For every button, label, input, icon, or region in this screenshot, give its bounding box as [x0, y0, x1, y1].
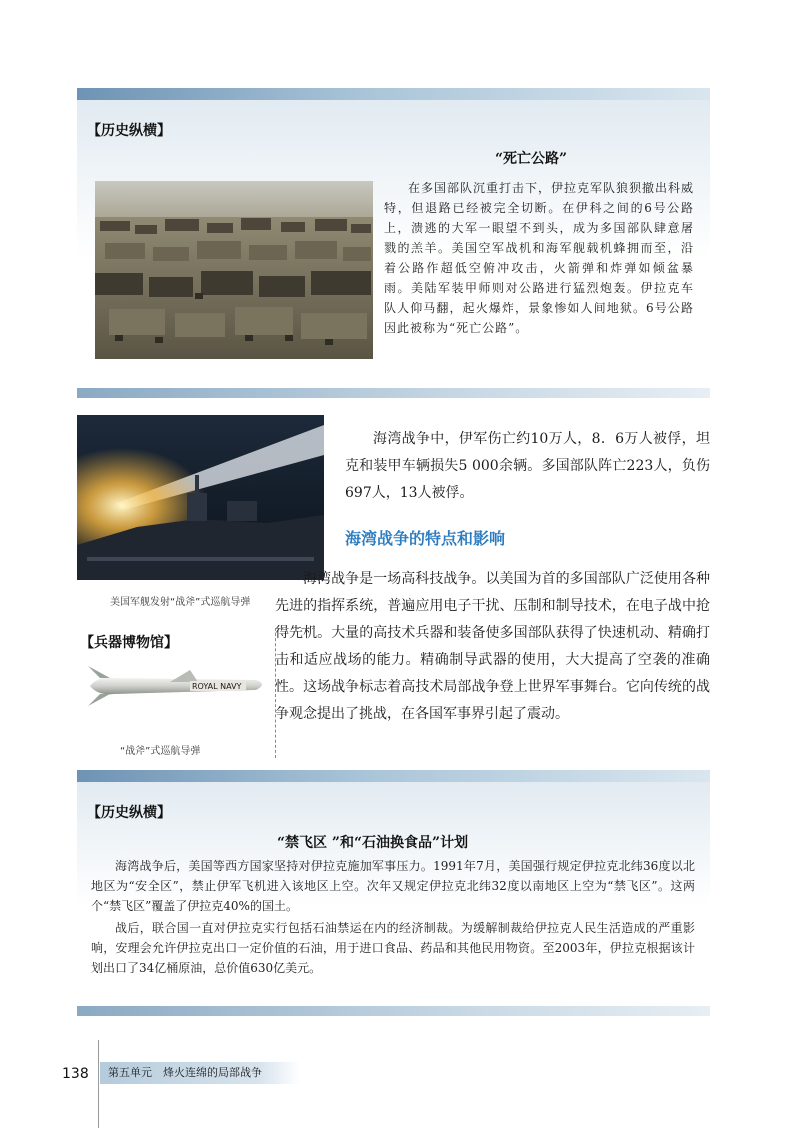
box-title: “禁飞区 ”和“石油换食品”计划: [277, 835, 469, 851]
museum-divider-top: [275, 628, 315, 629]
cruise-missile-icon: [80, 662, 270, 710]
museum-label: 【兵器博物馆】: [80, 635, 178, 651]
section-heading: 海湾战争的特点和影响: [345, 529, 506, 548]
casualty-stats-paragraph: 海湾战争中，伊军伤亡约10万人，8．6万人被俘，坦克和装甲车辆损失5 000余辆。多国部队阵亡223人，负伤697人，13人被俘。: [345, 431, 710, 501]
box-label: 【历史纵横】: [87, 805, 171, 821]
box-label: 【历史纵横】: [87, 123, 171, 139]
missile-caption: “战斧”式巡航导弹: [120, 746, 201, 757]
section-paragraph: 海湾战争是一场高科技战争。以美国为首的多国部队广泛使用各种先进的指挥系统，普遍应用电子干扰、压制和制导技术，在电子战中抢得先机。大量的高技术兵器和装备使多国部队获得了快速机动、精确打击和适应战场的能力。精确制导武器的使用，大大提高了空袭的准确性。这场战争标志着高技术局部战争登上世界军事舞台。它向传统的战争观念提出了挑战，在各国军事界引起了震动。: [275, 571, 710, 722]
unit-title: 第五单元 烽火连绵的局部战争: [100, 1062, 300, 1084]
highway-wreckage-image: [95, 181, 373, 359]
page-number: 138: [62, 1066, 89, 1082]
oil-for-food-paragraph: 战后，联合国一直对伊拉克实行包括石油禁运在内的经济制裁。为缓解制裁给伊拉克人民生活造成的严重影响，安理会允许伊拉克出口一定价值的石油，用于进口食品、药品和其他民用物资。至2003年，伊拉克根据该计划出口了34亿桶原油，总价值630亿美元。: [91, 921, 695, 975]
museum-divider-vertical: [275, 628, 276, 758]
footer-margin-line: [98, 1040, 99, 1128]
warship-missile-launch-photo: [77, 415, 324, 580]
box-bottom-bar: [77, 1006, 710, 1016]
box-top-bar: [77, 770, 710, 782]
history-box-no-fly-zone: [77, 770, 710, 1016]
box-top-bar: [77, 88, 710, 100]
no-fly-zone-paragraph: 海湾战争后，美国等西方国家坚持对伊拉克施加军事压力。1991年7月，美国强行规定伊拉克北纬36度以北地区为“安全区”，禁止伊军飞机进入该地区上空。次年又规定伊拉克北纬32度以南地区上空为“禁飞区”。这两个“禁飞区”覆盖了伊拉克40%的国土。: [91, 859, 695, 913]
death-highway-paragraph: 在多国部队沉重打击下，伊拉克军队狼狈撤出科威特，但退路已经被完全切断。在伊科之间的6号公路上，溃逃的大军一眼望不到头，成为多国部队肆意屠戮的羔羊。美国空军战机和海军舰载机蜂拥而至，沿着公路作超低空俯冲攻击，火箭弹和炸弹如倾盆暴雨。美陆军装甲师则对公路进行猛烈炮轰。伊拉克车队人仰马翻，起火爆炸，景象惨如人间地狱。6号公路因此被称为“死亡公路”。: [384, 181, 695, 335]
warship-night-image: [77, 415, 324, 580]
box-bottom-bar: [77, 388, 710, 398]
warship-caption: 美国军舰发射“战斧”式巡航导弹: [110, 597, 251, 608]
highway-of-death-photo: [95, 181, 373, 359]
missile-marking-text: ROYAL NAVY: [192, 682, 242, 691]
section-first-line: [275, 566, 710, 728]
box-title: “死亡公路”: [495, 151, 568, 167]
tomahawk-missile-image: [80, 662, 270, 710]
history-box-death-highway: [77, 88, 710, 398]
